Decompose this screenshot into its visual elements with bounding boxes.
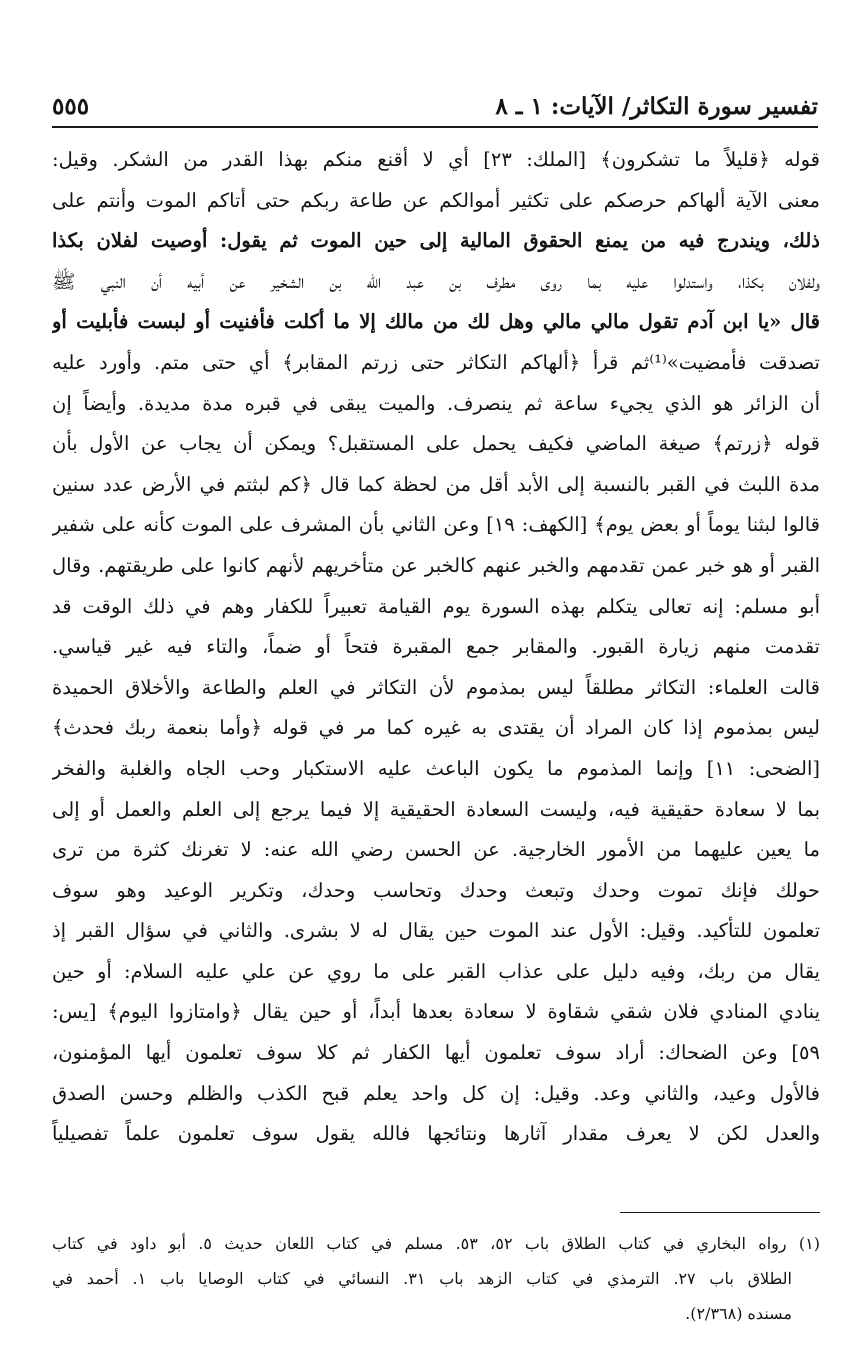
footnote-line: مسنده (٢/٣٦٨). xyxy=(685,1304,792,1323)
text-line: والعدل لكن لا يعرف مقدار آثارها ونتائجها فالله يقول سوف تعلمون علماً تفصيلياً xyxy=(52,1122,820,1146)
text-line: ذلك، ويندرج فيه من يمنع الحقوق المالية إلى حين الموت ثم يقول: أوصيت لفلان بكذا xyxy=(52,229,820,253)
text-line: يقال من ربك، وفيه دليل على عذاب القبر على ما روي عن علي عليه السلام: أو حين xyxy=(52,959,820,983)
text-line: أبو مسلم: إنه تعالى يتكلم بهذه السورة يوم القيامة تعبيراً للكفار وهم في ذلك الوقت قد xyxy=(52,594,820,618)
text-line: ٥٩] وعن الضحاك: أراد سوف تعلمون أيها الكفار ثم كلا سوف تعلمون أيها المؤمنون، xyxy=(52,1041,820,1065)
text-line: بما لا سعادة حقيقية فيه، وليست السعادة الحقيقية إلا فيما يرجع إلى العلم والعمل أو إلى xyxy=(52,797,820,821)
page-number: ٥٥٥ xyxy=(52,93,90,120)
text-line: قالوا لبثنا يوماً أو بعض يوم﴾ [الكهف: ١٩] وعن الثاني بأن المشرف على الموت كأنه على شفير xyxy=(52,513,820,537)
footnote-line: (١) رواه البخاري في كتاب الطلاق باب ٥٢، ٥٣. مسلم في كتاب اللعان حديث ٥. أبو داود في كتاب xyxy=(52,1234,820,1253)
text-line: تصدقت فأمضيت»⁽¹⁾ثم قرأ ﴿ألهاكم التكاثر حتى زرتم المقابر﴾ أي حتى متم. وأورد عليه xyxy=(52,350,820,374)
text-line: ولفلان بكذا، واستدلوا عليه بما روى مطرف بن عبد الله بن الشخير عن أبيه أن النبي ﷺ xyxy=(52,269,820,293)
text-line: قال «يا ابن آدم تقول مالي مالي وهل لك من مالك إلا ما أكلت فأفنيت أو لبست فأبليت أو xyxy=(52,310,820,334)
text-line: قوله ﴿زرتم﴾ صيغة الماضي فكيف يحمل على المستقبل؟ ويمكن أن يجاب عن الأول بأن xyxy=(52,432,820,456)
text-line: حولك فإنك تموت وحدك وتبعث وحدك وتحاسب وحدك، وتكرير الوعيد وهو سوف xyxy=(52,878,820,902)
page-header xyxy=(52,86,818,128)
main-text xyxy=(52,140,820,1155)
text-line: القبر أو هو خبر عمن تقدمهم والخبر عنهم كالخبر عن متأخريهم لأنهم كانوا على طريقتهم. وقال xyxy=(52,553,820,577)
text-line: قالت العلماء: التكاثر مطلقاً ليس بمذموم لأن التكاثر في العلم والطاعة والأخلاق الحميدة xyxy=(52,675,820,699)
text-line: تقدمت منهم زيارة القبور. والمقابر جمع المقبرة فتحاً أو ضماً، والتاء فيه غير قياسي. xyxy=(52,635,820,659)
text-line: قوله ﴿قليلاً ما تشكرون﴾ [الملك: ٢٣] أي لا أقنع منكم بهذا القدر من الشكر. وقيل: xyxy=(52,148,820,171)
footnotes xyxy=(52,1226,820,1331)
text-line: فالأول وعيد، والثاني وعد. وقيل: إن كل واحد يعلم قبح الكذب والظلم وحسن الصدق xyxy=(52,1081,820,1105)
running-title: تفسير سورة التكاثر/ الآيات: ١ ـ ٨ xyxy=(495,93,818,120)
text-line: ينادي المنادي فلان شقي شقاوة لا سعادة بعدها أبداً، أو حين يقال ﴿وامتازوا اليوم﴾ [يس: xyxy=(52,1000,820,1024)
footnote-divider xyxy=(620,1212,820,1213)
footnote-line: الطلاق باب ٢٧. الترمذي في كتاب الزهد باب ٣١. النسائي في كتاب الوصايا باب ١. أحمد في xyxy=(52,1269,792,1288)
text-line: [الضحى: ١١] وإنما المذموم ما يكون الباعث عليه الاستكبار وحب الجاه والغلبة والفخر xyxy=(52,756,820,780)
text-line: ليس بمذموم إذا كان المراد أن يقتدى به غيره كما مر في قوله ﴿وأما بنعمة ربك فحدث﴾ xyxy=(52,716,820,740)
text-line: مدة اللبث في القبر بالنسبة إلى الأبد أقل من لحظة كما قال ﴿كم لبثتم في الأرض عدد سنين xyxy=(52,472,820,496)
text-line: ما يعين عليهما من الأمور الخارجية. عن الحسن رضي الله عنه: لا تغرنك كثرة من ترى xyxy=(52,838,820,862)
text-line: أن الزائر هو الذي يجيء ساعة ثم ينصرف. والميت يبقى في قبره مدة مديدة. وأيضاً إن xyxy=(52,391,820,415)
text-line: تعلمون للتأكيد. وقيل: الأول عند الموت حين يقال له لا بشرى. والثاني في سؤال القبر إذ xyxy=(52,919,820,943)
text-line: معنى الآية ألهاكم حرصكم على تكثير أموالكم عن طاعة ربكم حتى أتاكم الموت وأنتم على xyxy=(52,188,820,212)
